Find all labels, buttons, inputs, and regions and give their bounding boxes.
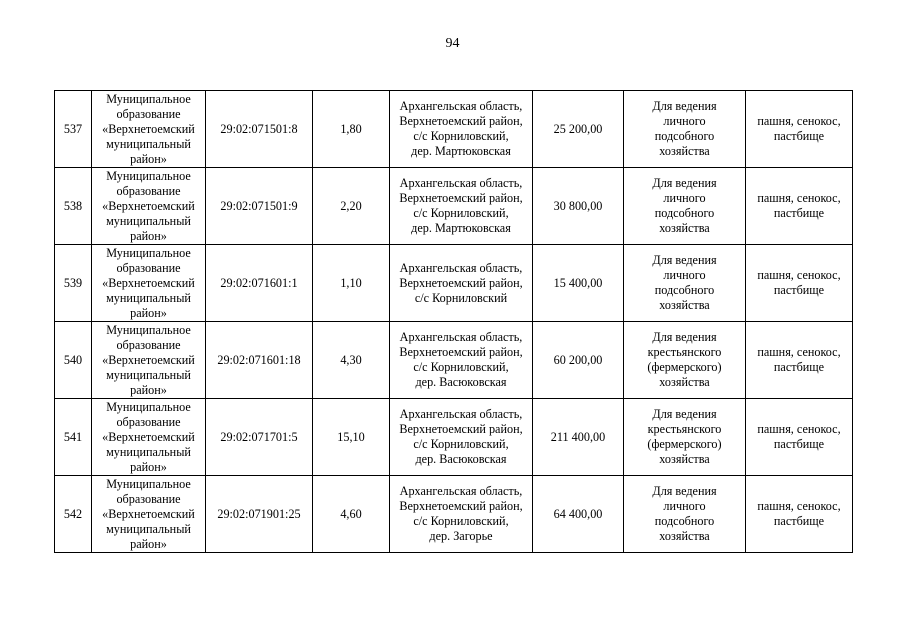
row-number-cell: 541 xyxy=(55,399,92,476)
row-number-cell: 538 xyxy=(55,168,92,245)
row-number-cell: 540 xyxy=(55,322,92,399)
area-cell: 2,20 xyxy=(313,168,390,245)
table-row xyxy=(55,399,853,476)
owner-cell: Муниципальное образование «Верхнетоемский муниципальный район» xyxy=(92,399,206,476)
row-number-cell: 542 xyxy=(55,476,92,553)
price-cell: 211 400,00 xyxy=(533,399,624,476)
cadastral-number-cell: 29:02:071501:8 xyxy=(206,91,313,168)
price-cell: 30 800,00 xyxy=(533,168,624,245)
cadastral-number-cell: 29:02:071601:18 xyxy=(206,322,313,399)
cadastral-number-cell: 29:02:071701:5 xyxy=(206,399,313,476)
purpose-cell: Для ведения личного подсобного хозяйства xyxy=(624,91,746,168)
land-type-cell: пашня, сенокос, пастбище xyxy=(746,168,853,245)
address-cell: Архангельская область, Верхнетоемский район, с/с Корниловский, дер. Загорье xyxy=(390,476,533,553)
table-row xyxy=(55,322,853,399)
page-number: 94 xyxy=(445,36,460,51)
address-cell: Архангельская область, Верхнетоемский район, с/с Корниловский, дер. Васюковская xyxy=(390,322,533,399)
owner-cell: Муниципальное образование «Верхнетоемский муниципальный район» xyxy=(92,476,206,553)
owner-cell: Муниципальное образование «Верхнетоемский муниципальный район» xyxy=(92,245,206,322)
address-cell: Архангельская область, Верхнетоемский район, с/с Корниловский, дер. Мартюковская xyxy=(390,168,533,245)
price-cell: 15 400,00 xyxy=(533,245,624,322)
table-row xyxy=(55,91,853,168)
area-cell: 4,30 xyxy=(313,322,390,399)
row-number-cell: 539 xyxy=(55,245,92,322)
land-type-cell: пашня, сенокос, пастбище xyxy=(746,399,853,476)
purpose-cell: Для ведения личного подсобного хозяйства xyxy=(624,476,746,553)
land-type-cell: пашня, сенокос, пастбище xyxy=(746,322,853,399)
land-type-cell: пашня, сенокос, пастбище xyxy=(746,245,853,322)
cadastral-number-cell: 29:02:071501:9 xyxy=(206,168,313,245)
purpose-cell: Для ведения крестьянского (фермерского) хозяйства xyxy=(624,399,746,476)
price-cell: 25 200,00 xyxy=(533,91,624,168)
land-type-cell: пашня, сенокос, пастбище xyxy=(746,476,853,553)
purpose-cell: Для ведения личного подсобного хозяйства xyxy=(624,168,746,245)
table-row xyxy=(55,476,853,553)
address-cell: Архангельская область, Верхнетоемский район, с/с Корниловский xyxy=(390,245,533,322)
owner-cell: Муниципальное образование «Верхнетоемский муниципальный район» xyxy=(92,168,206,245)
price-cell: 60 200,00 xyxy=(533,322,624,399)
owner-cell: Муниципальное образование «Верхнетоемский муниципальный район» xyxy=(92,91,206,168)
table-row xyxy=(55,168,853,245)
address-cell: Архангельская область, Верхнетоемский район, с/с Корниловский, дер. Васюковская xyxy=(390,399,533,476)
land-plots-table xyxy=(54,90,853,553)
area-cell: 15,10 xyxy=(313,399,390,476)
address-cell: Архангельская область, Верхнетоемский район, с/с Корниловский, дер. Мартюковская xyxy=(390,91,533,168)
cadastral-number-cell: 29:02:071601:1 xyxy=(206,245,313,322)
cadastral-number-cell: 29:02:071901:25 xyxy=(206,476,313,553)
row-number-cell: 537 xyxy=(55,91,92,168)
owner-cell: Муниципальное образование «Верхнетоемский муниципальный район» xyxy=(92,322,206,399)
area-cell: 1,80 xyxy=(313,91,390,168)
area-cell: 4,60 xyxy=(313,476,390,553)
land-type-cell: пашня, сенокос, пастбище xyxy=(746,91,853,168)
purpose-cell: Для ведения крестьянского (фермерского) хозяйства xyxy=(624,322,746,399)
price-cell: 64 400,00 xyxy=(533,476,624,553)
purpose-cell: Для ведения личного подсобного хозяйства xyxy=(624,245,746,322)
table-row xyxy=(55,245,853,322)
area-cell: 1,10 xyxy=(313,245,390,322)
